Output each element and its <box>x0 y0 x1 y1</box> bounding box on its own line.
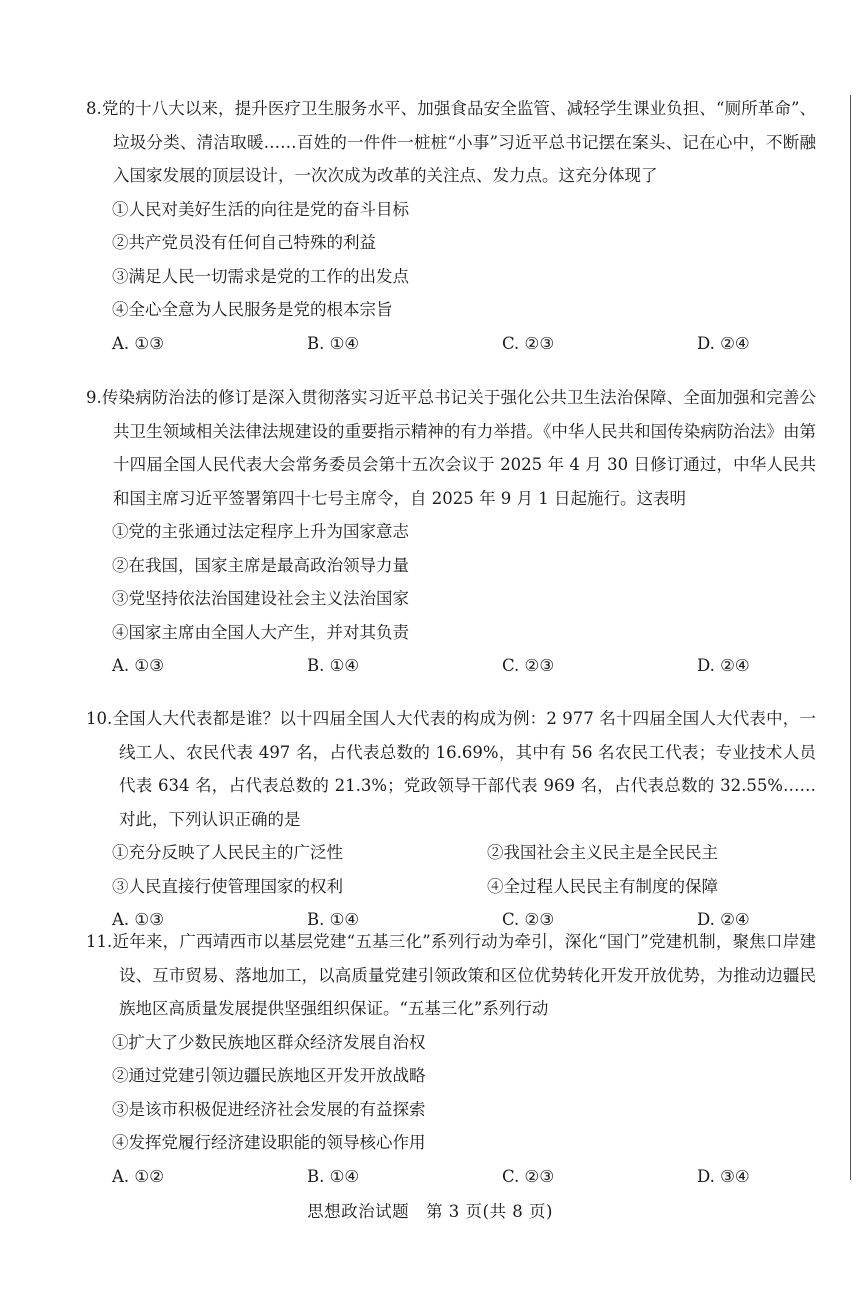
statement: ④全心全意为人民服务是党的根本宗旨 <box>112 300 393 319</box>
statement-grid <box>86 836 816 903</box>
question-9 <box>86 381 816 683</box>
option-b: B. ①④ <box>307 656 360 675</box>
answer-options <box>86 649 816 683</box>
question-stem: 10.全国人大代表都是谁？以十四届全国人大代表的构成为例：2 977 名十四届全国人大代表中，一线工人、农民代表 497 名，占代表总数的 16.69%，其中有 56 名农民工代表；专业技术人员代表 634 名，占代表总数的 21.3%；党政领导干部代表 969 名，占代表总数的 32.55%……对此，下列认识正确的是 <box>86 709 816 829</box>
option-a: A. ①③ <box>112 910 164 929</box>
statement: ②我国社会主义民主是全民民主 <box>487 843 718 862</box>
statement: ④国家主席由全国人大产生，并对其负责 <box>112 622 409 642</box>
option-d: D. ②④ <box>697 656 750 675</box>
question-8 <box>86 92 816 360</box>
page-footer: 思想政治试题 第 3 页(共 8 页) <box>307 1202 553 1221</box>
option-d: D. ②④ <box>697 910 750 929</box>
statement: ④发挥党履行经济建设职能的领导核心作用 <box>112 1133 426 1152</box>
option-d: D. ②④ <box>697 333 750 353</box>
statement: ①充分反映了人民民主的广泛性 <box>112 843 343 862</box>
answer-options <box>86 1160 816 1194</box>
binding-line <box>850 95 851 1180</box>
option-c: C. ②③ <box>502 1166 555 1186</box>
option-b: B. ①④ <box>307 333 360 353</box>
question-10 <box>86 702 816 937</box>
option-c: C. ②③ <box>502 910 555 929</box>
question-11 <box>86 925 816 1193</box>
option-b: B. ①④ <box>307 1166 360 1186</box>
option-c: C. ②③ <box>502 656 555 675</box>
option-d: D. ③④ <box>697 1166 750 1186</box>
statement: ③党坚持依法治国建设社会主义法治国家 <box>112 589 409 608</box>
statement: ②通过党建引领边疆民族地区开发开放战略 <box>112 1066 426 1085</box>
option-c: C. ②③ <box>502 333 555 353</box>
statement: ②在我国，国家主席是最高政治领导力量 <box>112 555 409 575</box>
statement: ①人民对美好生活的向往是党的奋斗目标 <box>112 199 409 219</box>
option-a: A. ①② <box>112 1166 164 1186</box>
statement: ④全过程人民民主有制度的保障 <box>487 876 718 896</box>
option-a: A. ①③ <box>112 333 164 353</box>
answer-options <box>86 327 816 361</box>
question-stem: 11.近年来，广西靖西市以基层党建“五基三化”系列行动为牵引，深化“国门”党建机制，聚焦口岸建设、互市贸易、落地加工，以高质量党建引领政策和区位优势转化开发开放优势，为推动边疆民族地区高质量发展提供坚强组织保证。“五基三化”系列行动 <box>86 932 816 1018</box>
statement: ②共产党员没有任何自己特殊的利益 <box>112 233 376 252</box>
statement: ③是该市积极促进经济社会发展的有益探索 <box>112 1099 426 1119</box>
statement: ①扩大了少数民族地区群众经济发展自治权 <box>112 1032 426 1052</box>
statement: ①党的主张通过法定程序上升为国家意志 <box>112 522 409 541</box>
option-a: A. ①③ <box>112 656 164 675</box>
option-b: B. ①④ <box>307 910 360 929</box>
statement: ③满足人民一切需求是党的工作的出发点 <box>112 266 409 286</box>
statement: ③人民直接行使管理国家的权利 <box>112 876 343 896</box>
question-stem: 9.传染病防治法的修订是深入贯彻落实习近平总书记关于强化公共卫生法治保障、全面加强和完善公共卫生领域相关法律法规建设的重要指示精神的有力举措。《中华人民共和国传染病防治法》由第十四届全国人民代表大会常务委员会第十五次会议于 2025 年 4 月 30 日修订通过，中华人民共和国主席习近平签署第四十七号主席令，自 2025 年 9 月 1 日起施行。这表明 <box>86 388 816 508</box>
question-stem: 8.党的十八大以来，提升医疗卫生服务水平、加强食品安全监管、减轻学生课业负担、“厕所革命”、垃圾分类、清洁取暖……百姓的一件件一桩桩“小事”习近平总书记摆在案头、记在心中，不断融入国家发展的顶层设计，一次次成为改革的关注点、发力点。这充分体现了 <box>86 99 816 185</box>
